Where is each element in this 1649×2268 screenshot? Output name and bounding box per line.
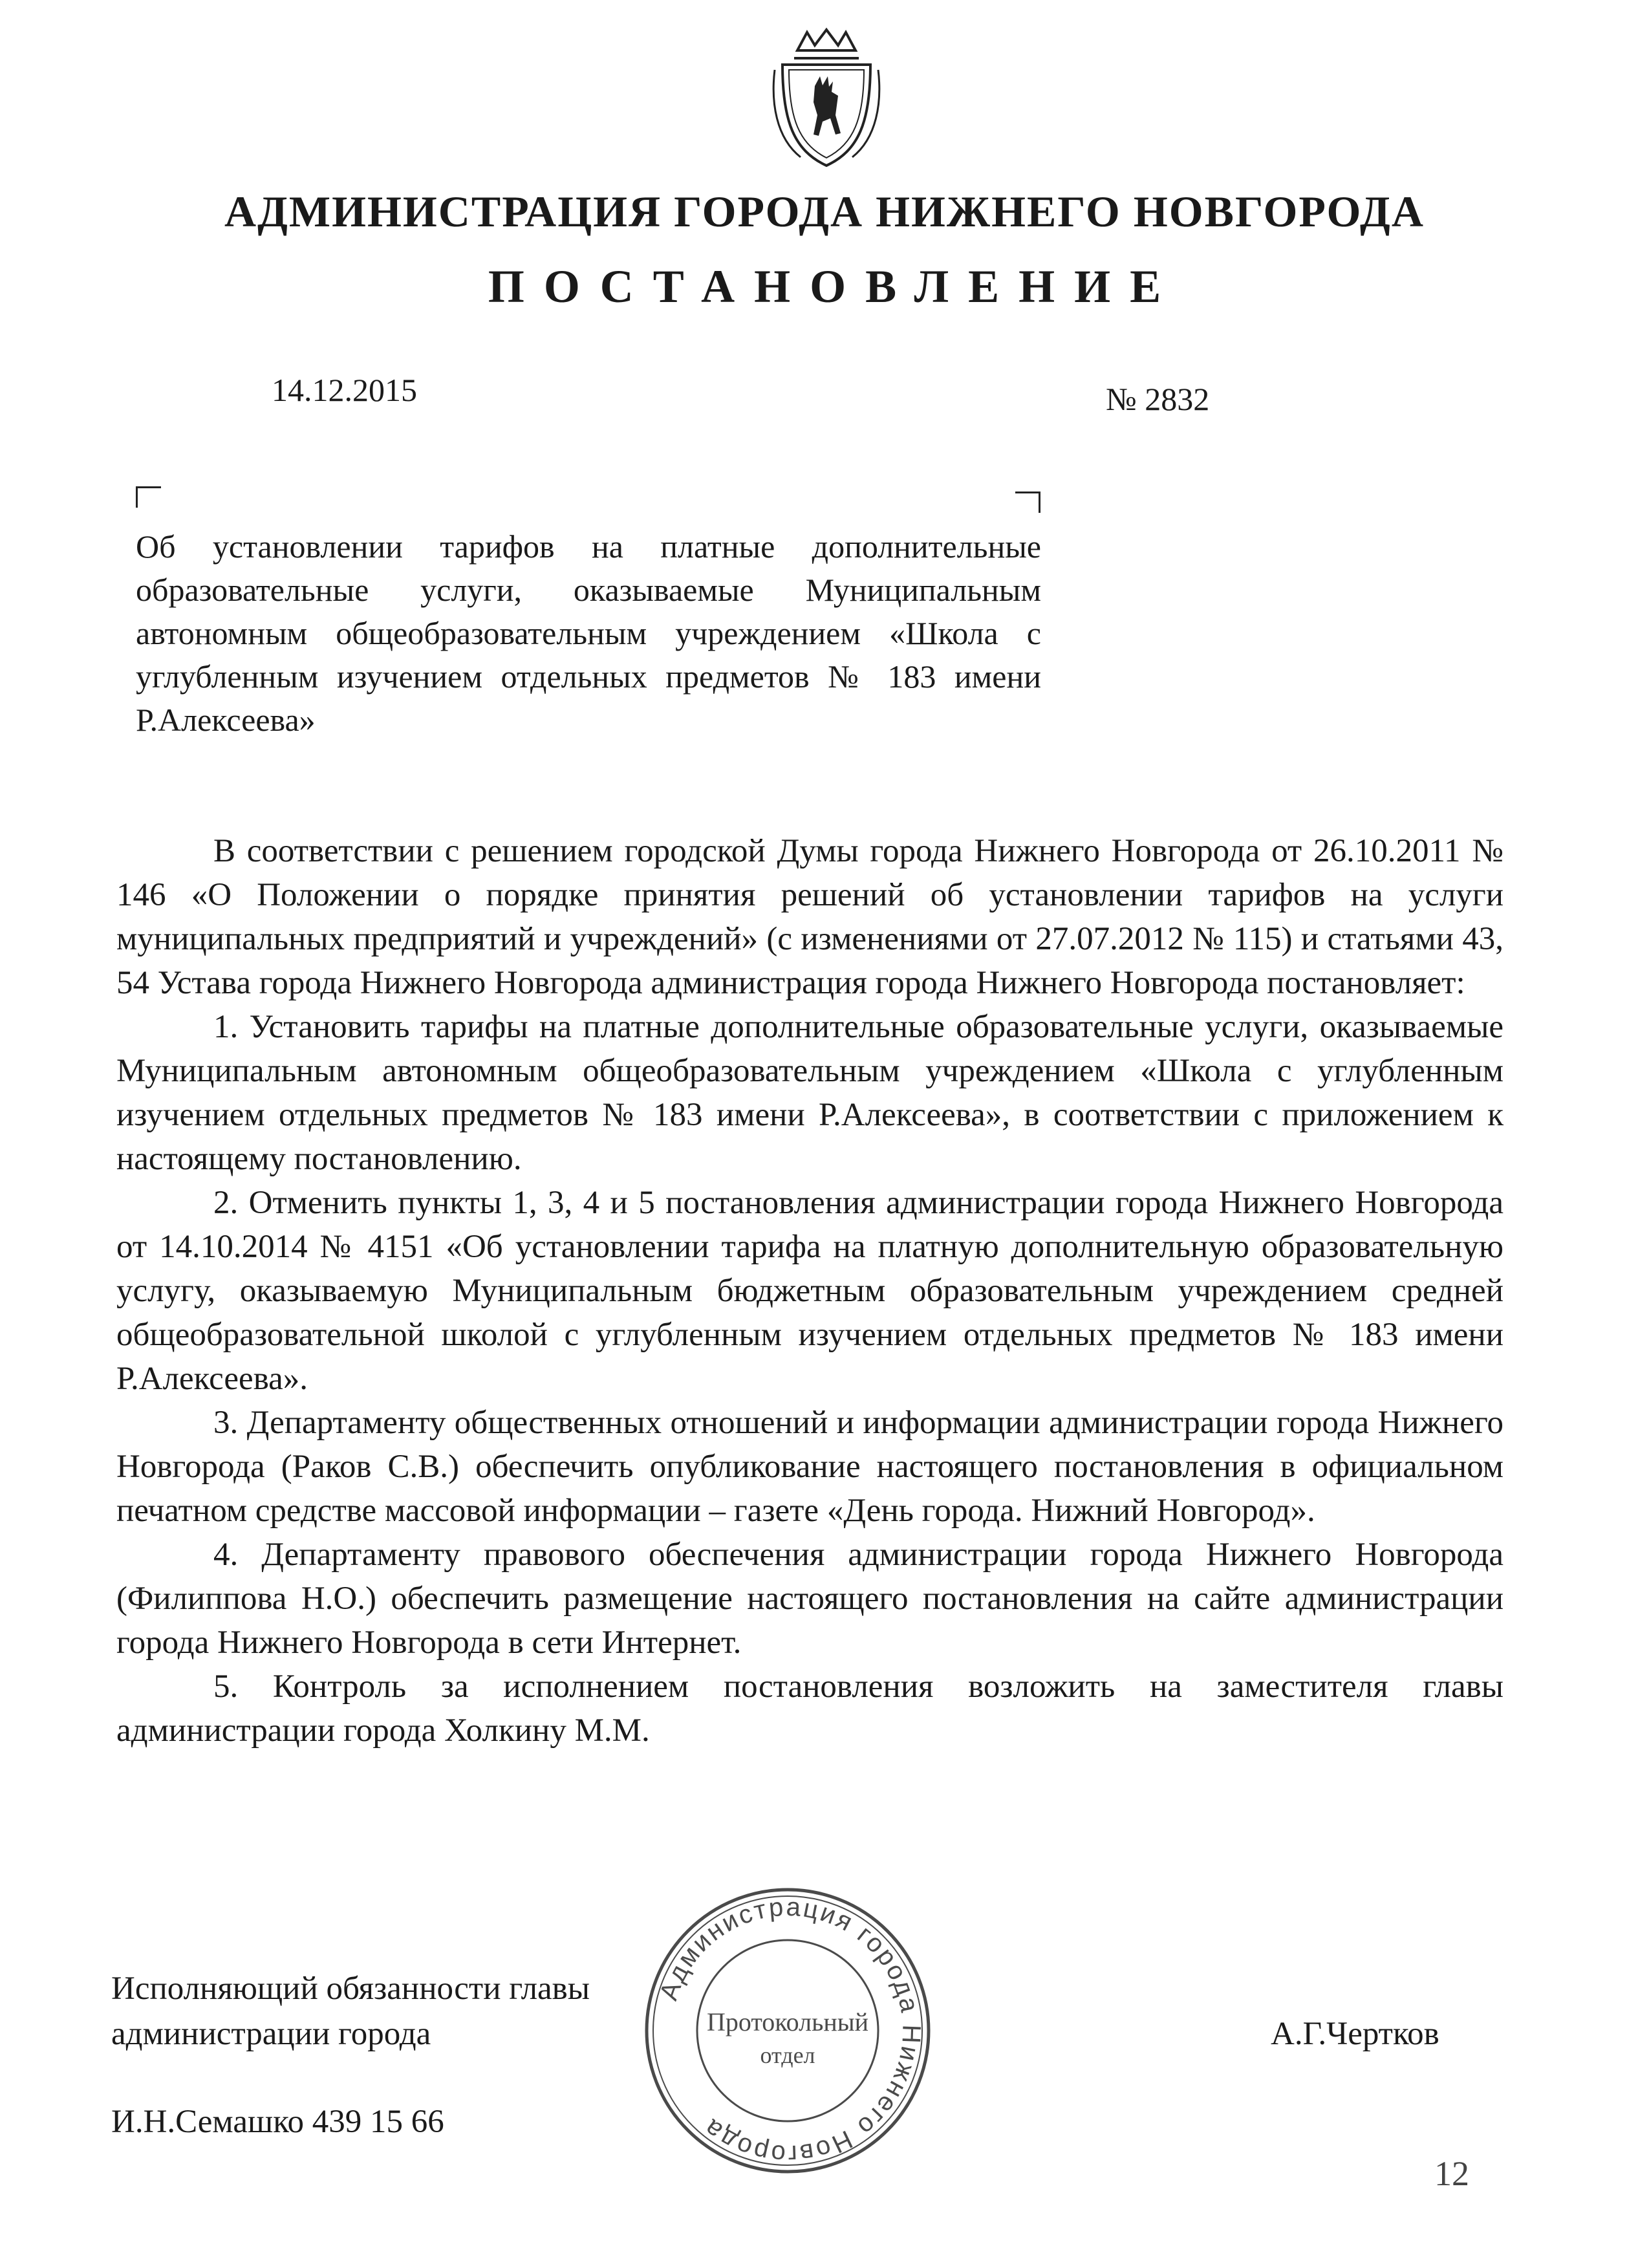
list-item: 1. Установить тарифы на платные дополнительные образовательные услуги, оказываемые Муниципальным автономным общеобразовательным учреждением «Школа с углубленным изучением отдельных предметов № 183 имени Р.Алексеева», в соответствии с приложением к настоящему постановлению. <box>116 1009 1503 1177</box>
document-number: № 2832 <box>1106 381 1210 417</box>
document-date: 14.12.2015 <box>272 372 417 408</box>
executor-contact: И.Н.Семашко 439 15 66 <box>111 2104 444 2140</box>
list-item: 4. Департаменту правового обеспечения администрации города Нижнего Новгорода (Филиппова Н.О.) обеспечить размещение настоящего постановления на сайте администрации города Нижнего Новгорода в сети Интернет. <box>116 1537 1503 1661</box>
stamp-ring-text: Администрация города Нижнего Новгорода <box>654 1892 926 2169</box>
list-item: 2. Отменить пункты 1, 3, 4 и 5 постановления администрации города Нижнего Новгорода от 14.10.2014 № 4151 «Об установлении тарифа на платную дополнительную образовательную услугу, оказываемую Муниципальным бюджетным образовательным учреждением средней общеобразовательной школой с углубленным изучением отдельных предметов № 183 имени Р.Алексеева». <box>116 1185 1503 1397</box>
stamp-center-line1: Протокольный <box>706 2007 869 2036</box>
subject-bracket-right <box>1015 491 1040 513</box>
subject-bracket-left <box>136 486 161 508</box>
organization-title: АДМИНИСТРАЦИЯ ГОРОДА НИЖНЕГО НОВГОРОДА <box>224 187 1425 236</box>
city-coat-of-arms-icon <box>768 25 885 170</box>
signer-title <box>111 1966 590 2057</box>
signer-title-line: Исполняющий обязанности главы <box>111 1971 590 2007</box>
official-stamp <box>639 1882 936 2179</box>
document-type-heading: ПОСТАНОВЛЕНИЕ <box>488 261 1181 312</box>
list-item: 3. Департаменту общественных отношений и информации администрации города Нижнего Новгорода (Раков С.В.) обеспечить опубликование настоящего постановления в официальном печатном средстве массовой информации – газете «День города. Нижний Новгород». <box>116 1405 1503 1529</box>
page-mark: 12 <box>1434 2154 1469 2193</box>
signer-name: А.Г.Чертков <box>1271 2016 1439 2052</box>
document-body <box>116 829 1503 1753</box>
stamp-center-line2: отдел <box>760 2042 815 2068</box>
signer-title-line: администрации города <box>111 2016 431 2052</box>
preamble-paragraph: В соответствии с решением городской Думы города Нижнего Новгорода от 26.10.2011 № 146 «О Положении о порядке принятия решений об установлении тарифов на услуги муниципальных предприятий и учреждений» (с изменениями от 27.07.2012 № 115) и статьями 43, 54 Устава города Нижнего Новгорода администрация города Нижнего Новгорода постановляет: <box>116 833 1503 1001</box>
list-item: 5. Контроль за исполнением постановления возложить на заместителя главы администрации города Холкину М.М. <box>116 1669 1503 1749</box>
document-subject: Об установлении тарифов на платные дополнительные образовательные услуги, оказываемые Муниципальным автономным общеобразовательным учреждением «Школа с углубленным изучением отдельных предметов № 183 имени Р.Алексеева» <box>136 528 1041 738</box>
